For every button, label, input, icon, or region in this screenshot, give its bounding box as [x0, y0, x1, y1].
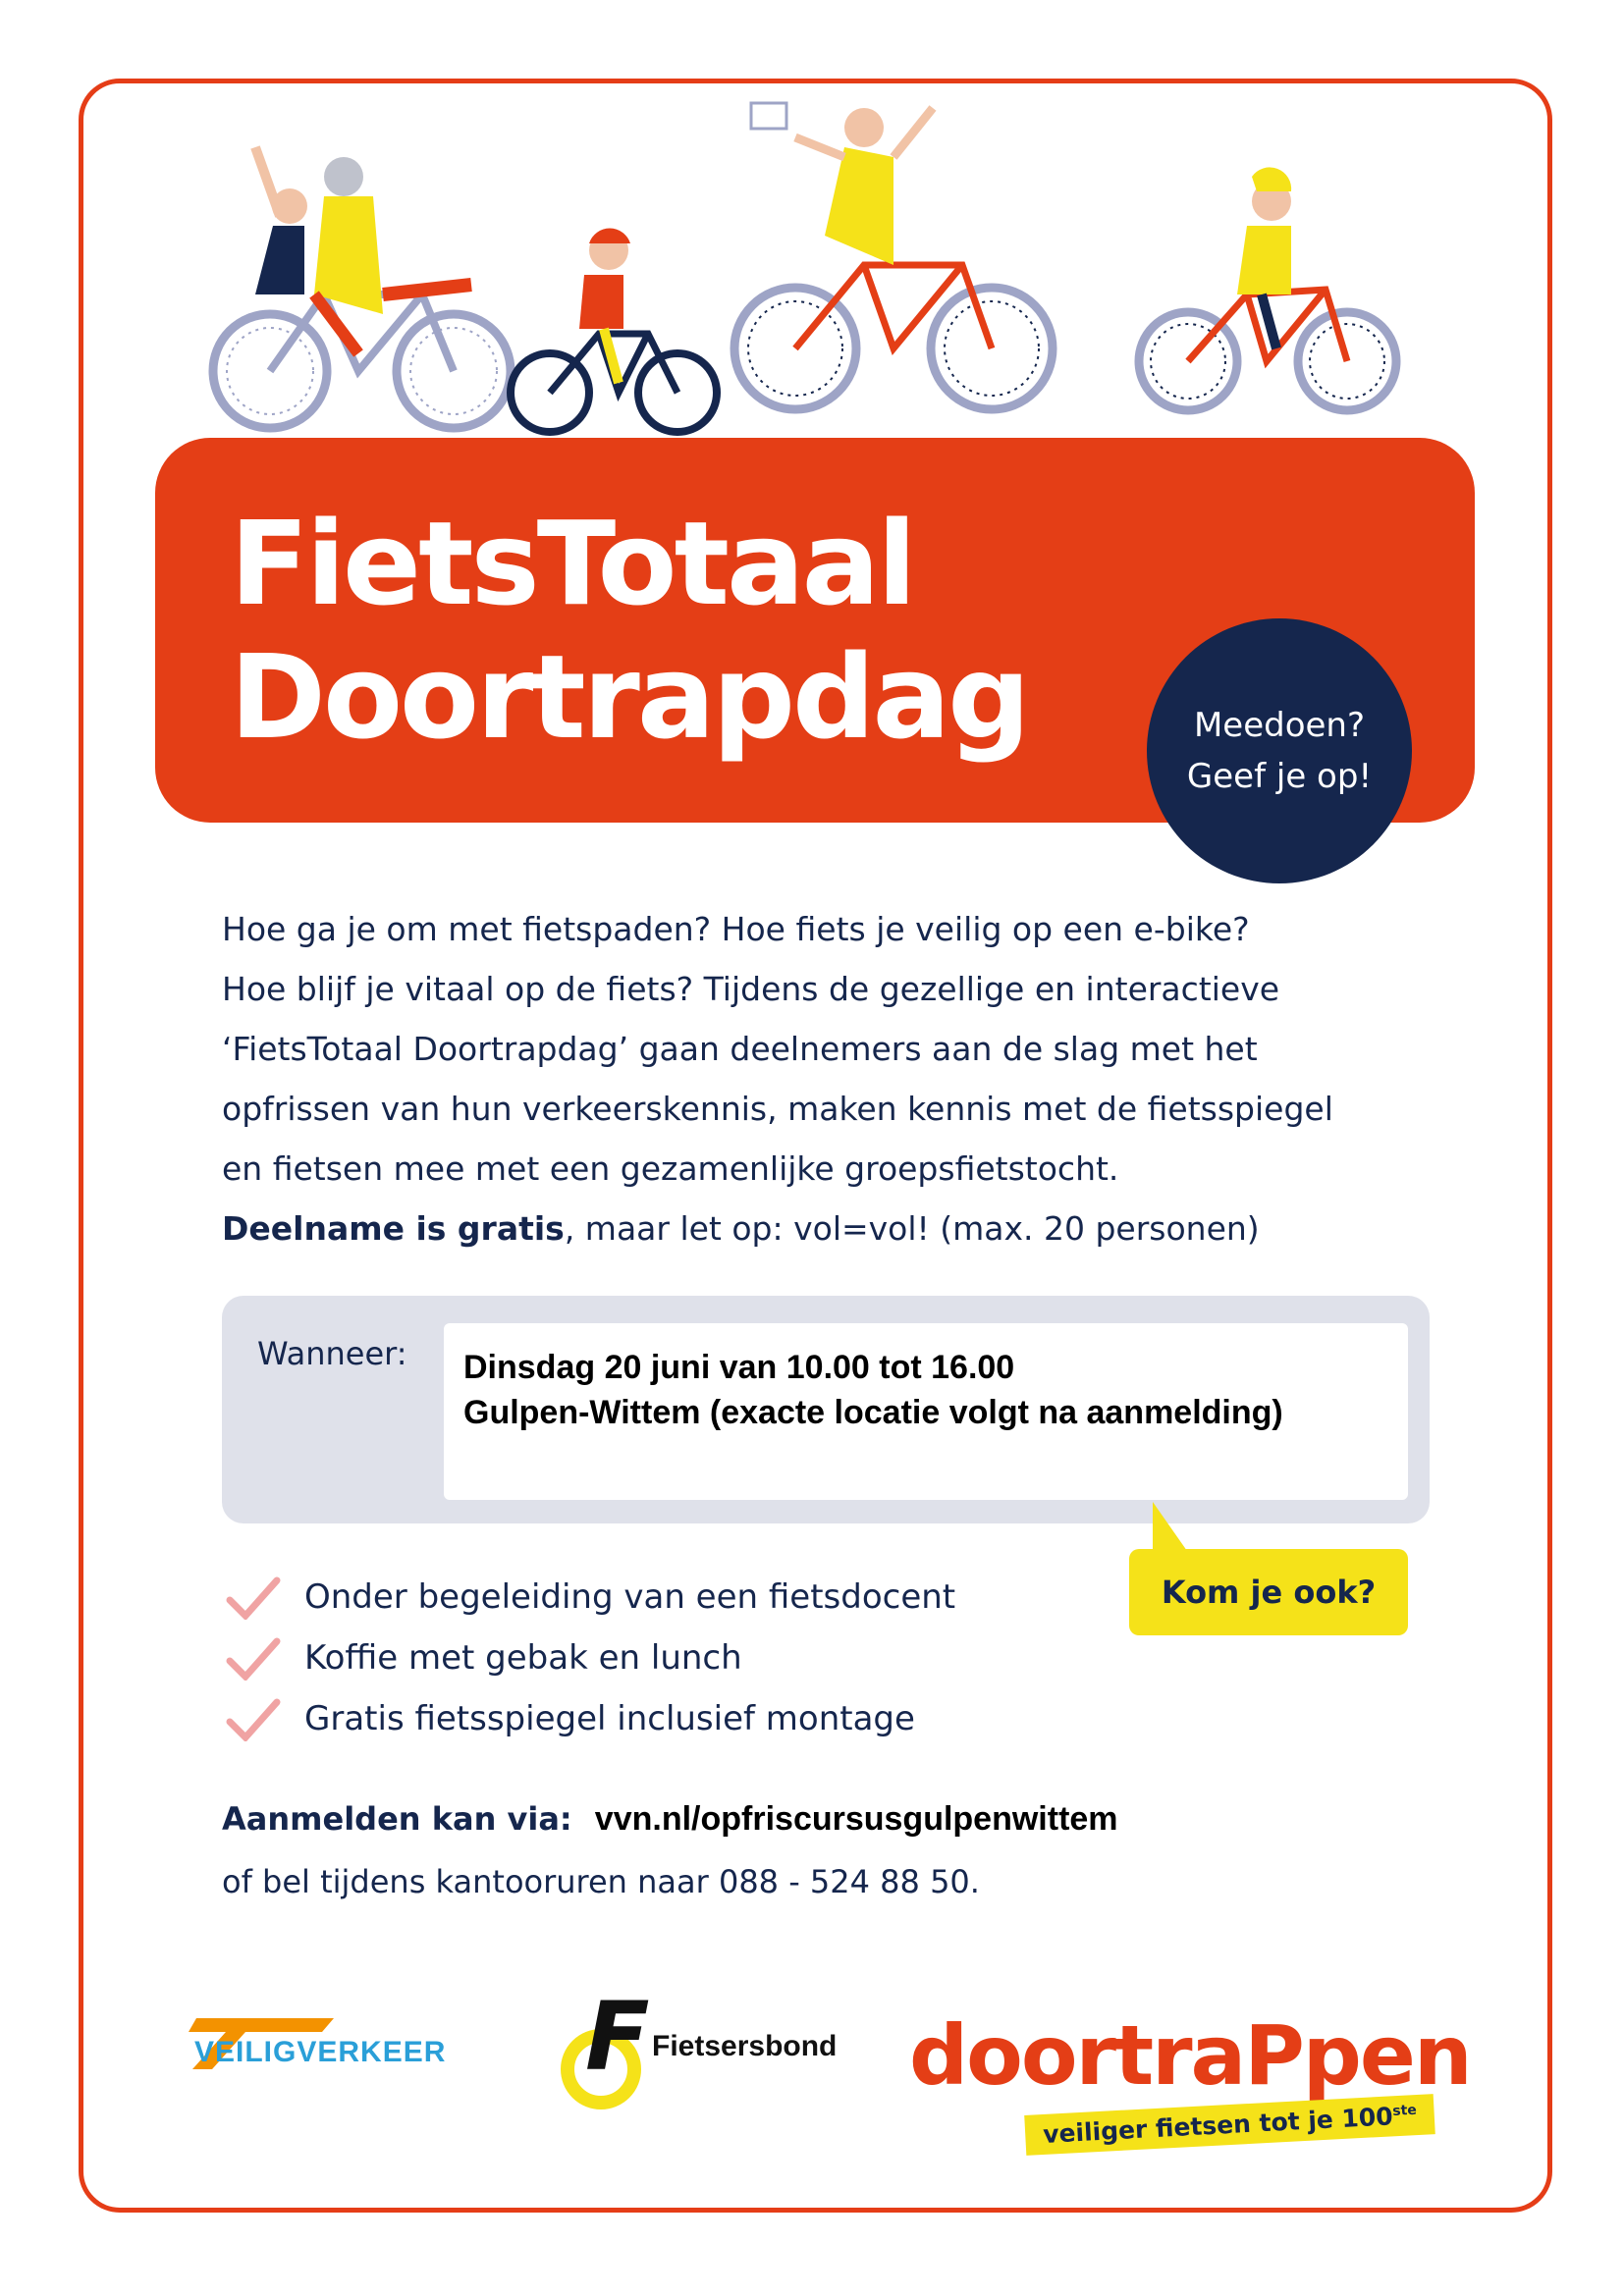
fietsersbond-wordmark: Fietsersbond	[652, 2030, 838, 2062]
cyclists-illustration	[187, 98, 1424, 452]
intro-line: en fietsen mee met een gezamenlijke groepsfietstocht.	[222, 1149, 1119, 1188]
page-title	[230, 497, 1028, 764]
check-icon	[226, 1696, 281, 1741]
event-location: Gulpen-Wittem (exacte locatie volgt na aanmelding)	[463, 1394, 1283, 1431]
capacity-note: , maar let op: vol=vol! (max. 20 personen)	[564, 1209, 1260, 1248]
list-item	[226, 1688, 955, 1749]
signup-badge	[1147, 618, 1412, 883]
fietsersbond-letter: F	[585, 1982, 650, 2092]
intro-text	[222, 899, 1439, 1258]
signup-link[interactable]: vvn.nl/opfriscursusgulpenwittem	[594, 1800, 1118, 1838]
veiligverkeer-wordmark: VEILIGVERKEER	[194, 2036, 447, 2068]
list-item	[226, 1567, 955, 1628]
fietsersbond-logo	[556, 1971, 840, 2118]
title-line-2: Doortrapdag	[230, 629, 1028, 765]
intro-emphasis-line	[222, 1199, 1439, 1258]
girl-bike-icon	[1139, 167, 1396, 410]
intro-line: opfrissen van hun verkeerskennis, maken kennis met de fietsspiegel	[222, 1090, 1333, 1128]
callout-bubble: Kom je ook?	[1129, 1549, 1408, 1635]
list-item	[226, 1628, 955, 1688]
benefit-text: Onder begeleiding van een fietsdocent	[304, 1577, 956, 1617]
event-info-box	[222, 1296, 1430, 1523]
doortrappen-wordmark: doortraPpen	[909, 2007, 1471, 2104]
badge-line-1: Meedoen?	[1193, 706, 1366, 745]
tandem-bike-icon	[213, 147, 511, 428]
veiligverkeer-logo	[187, 2010, 481, 2079]
title-line-1: FietsTotaal	[230, 496, 914, 631]
woman-bike-icon	[734, 103, 1053, 409]
tagline-sup: ste	[1391, 2102, 1418, 2119]
intro-line: Hoe blijf je vitaal op de fiets? Tijdens de gezellige en interactieve	[222, 970, 1280, 1008]
signup-line	[222, 1800, 1118, 1839]
benefits-list	[226, 1567, 955, 1749]
doortrappen-logo	[909, 2006, 1471, 2154]
phone-line: of bel tijdens kantooruren naar 088 - 524 88 50.	[222, 1863, 980, 1900]
check-icon	[226, 1635, 281, 1681]
benefit-text: Koffie met gebak en lunch	[304, 1638, 742, 1678]
intro-line: Hoe ga je om met fietspaden? Hoe fiets je veilig op een e-bike?	[222, 910, 1250, 948]
when-label: Wanneer:	[257, 1335, 407, 1372]
free-emphasis: Deelname is gratis	[222, 1209, 565, 1248]
signup-label: Aanmelden kan via:	[222, 1800, 572, 1838]
child-bike-icon	[511, 229, 717, 432]
intro-line: ‘FietsTotaal Doortrapdag’ gaan deelnemers aan de slag met het	[222, 1030, 1258, 1068]
event-date: Dinsdag 20 juni van 10.00 tot 16.00	[463, 1349, 1015, 1386]
when-field	[444, 1323, 1408, 1500]
tagline-text: veiliger fietsen tot je 100	[1042, 2102, 1394, 2149]
check-icon	[226, 1575, 281, 1620]
benefit-text: Gratis fietsspiegel inclusief montage	[304, 1699, 915, 1738]
badge-line-2: Geef je op!	[1186, 757, 1373, 796]
